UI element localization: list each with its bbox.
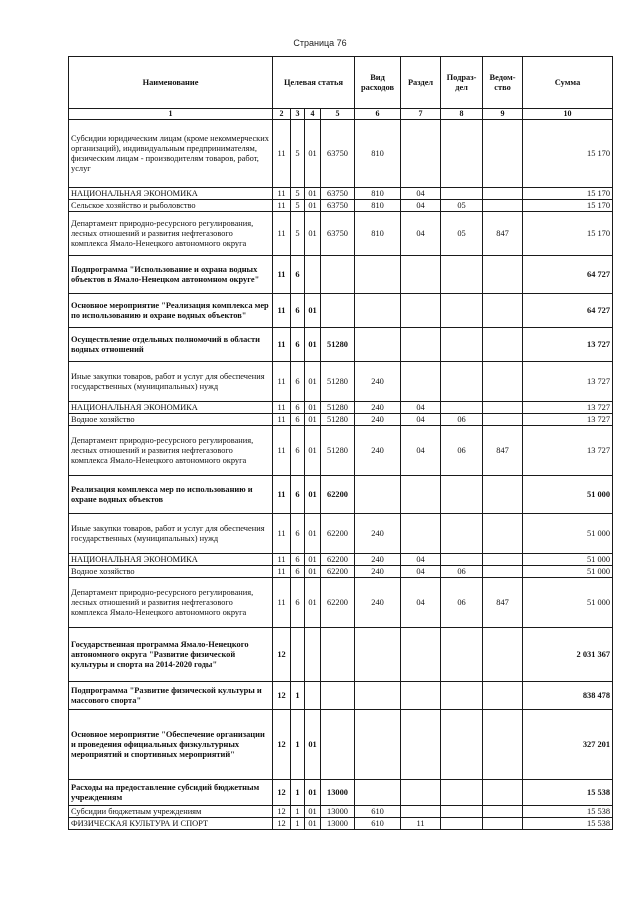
section: 04 bbox=[401, 212, 441, 256]
target-code-3 bbox=[305, 628, 321, 682]
row-name: Государственная программа Ямало-Ненецкого автономного округа "Развитие физической культуры и спорта на 2014-2020 годы" bbox=[69, 628, 273, 682]
expense-type bbox=[355, 780, 401, 806]
amount: 64 727 bbox=[523, 294, 613, 328]
amount: 13 727 bbox=[523, 402, 613, 414]
expense-type bbox=[355, 256, 401, 294]
row-name: Основное мероприятие "Обеспечение организации и проведения официальных физкультурных мероприятий и спортивных мероприятий" bbox=[69, 710, 273, 780]
target-code-1: 11 bbox=[273, 414, 291, 426]
amount: 15 170 bbox=[523, 120, 613, 188]
page-number: Страница 76 bbox=[293, 38, 347, 48]
target-code-2: 5 bbox=[291, 200, 305, 212]
row-name: Субсидии юридическим лицам (кроме некоммерческих организаций), индивидуальным предпринимателям, физическим лицам - производителям товаров, работ, услуг bbox=[69, 120, 273, 188]
section: 04 bbox=[401, 402, 441, 414]
budget-table bbox=[68, 56, 613, 830]
section bbox=[401, 294, 441, 328]
table-row bbox=[69, 566, 613, 578]
subsection bbox=[441, 328, 483, 362]
department bbox=[483, 628, 523, 682]
table-row bbox=[69, 294, 613, 328]
subsection bbox=[441, 402, 483, 414]
target-code-2 bbox=[291, 628, 305, 682]
column-number: 4 bbox=[305, 109, 321, 120]
target-code-4: 62200 bbox=[321, 554, 355, 566]
target-code-1: 11 bbox=[273, 256, 291, 294]
target-code-2: 1 bbox=[291, 682, 305, 710]
target-code-3: 01 bbox=[305, 212, 321, 256]
section bbox=[401, 806, 441, 818]
table-row bbox=[69, 188, 613, 200]
expense-type: 810 bbox=[355, 120, 401, 188]
department bbox=[483, 188, 523, 200]
target-code-4: 62200 bbox=[321, 476, 355, 514]
target-code-2: 6 bbox=[291, 402, 305, 414]
target-code-1: 12 bbox=[273, 818, 291, 830]
target-code-3: 01 bbox=[305, 414, 321, 426]
subsection bbox=[441, 780, 483, 806]
expense-type: 240 bbox=[355, 402, 401, 414]
target-code-1: 12 bbox=[273, 682, 291, 710]
table-body bbox=[69, 120, 613, 830]
row-name: Иные закупки товаров, работ и услуг для обеспечения государственных (муниципальных) нужд bbox=[69, 362, 273, 402]
section bbox=[401, 362, 441, 402]
target-code-2: 6 bbox=[291, 514, 305, 554]
target-code-1: 12 bbox=[273, 710, 291, 780]
amount: 51 000 bbox=[523, 566, 613, 578]
target-code-2: 6 bbox=[291, 426, 305, 476]
department bbox=[483, 200, 523, 212]
target-code-4: 62200 bbox=[321, 566, 355, 578]
target-code-1: 11 bbox=[273, 212, 291, 256]
target-code-4 bbox=[321, 710, 355, 780]
target-code-3: 01 bbox=[305, 188, 321, 200]
table-row bbox=[69, 362, 613, 402]
row-name: Основное мероприятие "Реализация комплекса мер по использованию и охране водных объектов" bbox=[69, 294, 273, 328]
target-code-2: 1 bbox=[291, 806, 305, 818]
table-header-row bbox=[69, 57, 613, 109]
row-name: Подпрограмма "Развитие физической культуры и массового спорта" bbox=[69, 682, 273, 710]
section: 04 bbox=[401, 200, 441, 212]
target-code-4: 13000 bbox=[321, 818, 355, 830]
subsection: 05 bbox=[441, 200, 483, 212]
subsection: 06 bbox=[441, 414, 483, 426]
target-code-4: 63750 bbox=[321, 200, 355, 212]
department bbox=[483, 710, 523, 780]
expense-type: 240 bbox=[355, 554, 401, 566]
target-code-2: 6 bbox=[291, 566, 305, 578]
table-row bbox=[69, 200, 613, 212]
target-code-4 bbox=[321, 256, 355, 294]
row-name: Водное хозяйство bbox=[69, 414, 273, 426]
subsection bbox=[441, 256, 483, 294]
header-sum: Сумма bbox=[523, 57, 613, 109]
department: 847 bbox=[483, 212, 523, 256]
subsection bbox=[441, 682, 483, 710]
table-row bbox=[69, 120, 613, 188]
target-code-3: 01 bbox=[305, 514, 321, 554]
department bbox=[483, 362, 523, 402]
expense-type bbox=[355, 294, 401, 328]
target-code-3: 01 bbox=[305, 362, 321, 402]
target-code-3: 01 bbox=[305, 294, 321, 328]
amount: 2 031 367 bbox=[523, 628, 613, 682]
table-row bbox=[69, 256, 613, 294]
amount: 51 000 bbox=[523, 554, 613, 566]
section bbox=[401, 628, 441, 682]
subsection bbox=[441, 806, 483, 818]
row-name: Осуществление отдельных полномочий в области водных отношений bbox=[69, 328, 273, 362]
department bbox=[483, 476, 523, 514]
target-code-2: 6 bbox=[291, 362, 305, 402]
target-code-3: 01 bbox=[305, 566, 321, 578]
column-number: 2 bbox=[273, 109, 291, 120]
table-row bbox=[69, 414, 613, 426]
section bbox=[401, 780, 441, 806]
target-code-2: 6 bbox=[291, 554, 305, 566]
subsection bbox=[441, 710, 483, 780]
target-code-4 bbox=[321, 628, 355, 682]
amount: 51 000 bbox=[523, 514, 613, 554]
expense-type bbox=[355, 476, 401, 514]
column-number: 8 bbox=[441, 109, 483, 120]
table-row bbox=[69, 212, 613, 256]
expense-type: 240 bbox=[355, 362, 401, 402]
column-number: 6 bbox=[355, 109, 401, 120]
amount: 13 727 bbox=[523, 328, 613, 362]
column-number-row bbox=[69, 109, 613, 120]
target-code-4: 51280 bbox=[321, 402, 355, 414]
expense-type: 240 bbox=[355, 566, 401, 578]
header-vid: Вид расходов bbox=[355, 57, 401, 109]
target-code-2: 6 bbox=[291, 578, 305, 628]
department bbox=[483, 818, 523, 830]
department bbox=[483, 566, 523, 578]
row-name: НАЦИОНАЛЬНАЯ ЭКОНОМИКА bbox=[69, 402, 273, 414]
row-name: Реализация комплекса мер по использованию и охране водных объектов bbox=[69, 476, 273, 514]
target-code-1: 11 bbox=[273, 514, 291, 554]
row-name: Иные закупки товаров, работ и услуг для обеспечения государственных (муниципальных) нужд bbox=[69, 514, 273, 554]
amount: 838 478 bbox=[523, 682, 613, 710]
amount: 15 170 bbox=[523, 212, 613, 256]
amount: 15 170 bbox=[523, 188, 613, 200]
table-row bbox=[69, 806, 613, 818]
expense-type: 240 bbox=[355, 578, 401, 628]
table-row bbox=[69, 554, 613, 566]
amount: 64 727 bbox=[523, 256, 613, 294]
target-code-3 bbox=[305, 256, 321, 294]
target-code-1: 11 bbox=[273, 566, 291, 578]
target-code-4: 51280 bbox=[321, 362, 355, 402]
target-code-4: 63750 bbox=[321, 120, 355, 188]
expense-type: 810 bbox=[355, 212, 401, 256]
target-code-2: 6 bbox=[291, 414, 305, 426]
section: 04 bbox=[401, 426, 441, 476]
amount: 13 727 bbox=[523, 426, 613, 476]
department bbox=[483, 514, 523, 554]
section: 04 bbox=[401, 554, 441, 566]
target-code-3: 01 bbox=[305, 120, 321, 188]
column-number: 3 bbox=[291, 109, 305, 120]
table-row bbox=[69, 682, 613, 710]
target-code-2: 1 bbox=[291, 710, 305, 780]
target-code-2: 6 bbox=[291, 328, 305, 362]
target-code-1: 11 bbox=[273, 476, 291, 514]
expense-type bbox=[355, 628, 401, 682]
section: 11 bbox=[401, 818, 441, 830]
table-row bbox=[69, 476, 613, 514]
target-code-3: 01 bbox=[305, 780, 321, 806]
row-name: Расходы на предоставление субсидий бюджетным учреждениям bbox=[69, 780, 273, 806]
target-code-2: 5 bbox=[291, 188, 305, 200]
target-code-3: 01 bbox=[305, 578, 321, 628]
subsection bbox=[441, 554, 483, 566]
department bbox=[483, 554, 523, 566]
row-name: Субсидии бюджетным учреждениям bbox=[69, 806, 273, 818]
subsection: 05 bbox=[441, 212, 483, 256]
target-code-4: 51280 bbox=[321, 414, 355, 426]
header-name: Наименование bbox=[69, 57, 273, 109]
table-row bbox=[69, 514, 613, 554]
target-code-1: 12 bbox=[273, 780, 291, 806]
expense-type bbox=[355, 328, 401, 362]
expense-type: 810 bbox=[355, 188, 401, 200]
target-code-1: 11 bbox=[273, 200, 291, 212]
expense-type bbox=[355, 710, 401, 780]
target-code-3: 01 bbox=[305, 402, 321, 414]
row-name: Подпрограмма "Использование и охрана водных объектов в Ямало-Ненецком автономном округе" bbox=[69, 256, 273, 294]
target-code-1: 11 bbox=[273, 426, 291, 476]
subsection bbox=[441, 818, 483, 830]
target-code-1: 11 bbox=[273, 554, 291, 566]
column-number: 5 bbox=[321, 109, 355, 120]
column-number: 10 bbox=[523, 109, 613, 120]
table-row bbox=[69, 710, 613, 780]
target-code-1: 11 bbox=[273, 578, 291, 628]
target-code-1: 11 bbox=[273, 362, 291, 402]
section: 04 bbox=[401, 578, 441, 628]
department bbox=[483, 328, 523, 362]
amount: 327 201 bbox=[523, 710, 613, 780]
subsection bbox=[441, 362, 483, 402]
target-code-4: 51280 bbox=[321, 426, 355, 476]
expense-type: 240 bbox=[355, 414, 401, 426]
section bbox=[401, 256, 441, 294]
subsection bbox=[441, 476, 483, 514]
target-code-4: 63750 bbox=[321, 188, 355, 200]
target-code-3: 01 bbox=[305, 554, 321, 566]
row-name: НАЦИОНАЛЬНАЯ ЭКОНОМИКА bbox=[69, 554, 273, 566]
target-code-3: 01 bbox=[305, 710, 321, 780]
section bbox=[401, 682, 441, 710]
target-code-1: 11 bbox=[273, 402, 291, 414]
expense-type: 610 bbox=[355, 818, 401, 830]
row-name: НАЦИОНАЛЬНАЯ ЭКОНОМИКА bbox=[69, 188, 273, 200]
header-vedomstvo: Ведом-ство bbox=[483, 57, 523, 109]
target-code-4 bbox=[321, 682, 355, 710]
target-code-4 bbox=[321, 294, 355, 328]
section bbox=[401, 328, 441, 362]
section bbox=[401, 710, 441, 780]
department bbox=[483, 256, 523, 294]
table-row bbox=[69, 426, 613, 476]
row-name: Сельское хозяйство и рыболовство bbox=[69, 200, 273, 212]
target-code-3: 01 bbox=[305, 200, 321, 212]
amount: 15 170 bbox=[523, 200, 613, 212]
department bbox=[483, 294, 523, 328]
target-code-4: 62200 bbox=[321, 514, 355, 554]
department bbox=[483, 682, 523, 710]
amount: 51 000 bbox=[523, 476, 613, 514]
amount: 15 538 bbox=[523, 806, 613, 818]
target-code-3: 01 bbox=[305, 806, 321, 818]
amount: 13 727 bbox=[523, 414, 613, 426]
subsection bbox=[441, 188, 483, 200]
amount: 15 538 bbox=[523, 780, 613, 806]
row-name: Департамент природно-ресурсного регулирования, лесных отношений и развития нефтегазового комплекса Ямало-Ненецкого автономного округа bbox=[69, 426, 273, 476]
subsection: 06 bbox=[441, 566, 483, 578]
table-row bbox=[69, 328, 613, 362]
row-name: Департамент природно-ресурсного регулирования, лесных отношений и развития нефтегазового комплекса Ямало-Ненецкого автономного округа bbox=[69, 212, 273, 256]
target-code-2: 6 bbox=[291, 476, 305, 514]
subsection bbox=[441, 514, 483, 554]
target-code-2: 5 bbox=[291, 120, 305, 188]
department bbox=[483, 120, 523, 188]
department bbox=[483, 402, 523, 414]
column-number: 7 bbox=[401, 109, 441, 120]
table-row bbox=[69, 402, 613, 414]
expense-type: 810 bbox=[355, 200, 401, 212]
target-code-3: 01 bbox=[305, 328, 321, 362]
department bbox=[483, 414, 523, 426]
table-row bbox=[69, 628, 613, 682]
subsection bbox=[441, 628, 483, 682]
row-name: Департамент природно-ресурсного регулирования, лесных отношений и развития нефтегазового комплекса Ямало-Ненецкого автономного округа bbox=[69, 578, 273, 628]
target-code-4: 13000 bbox=[321, 780, 355, 806]
subsection: 06 bbox=[441, 578, 483, 628]
target-code-1: 11 bbox=[273, 328, 291, 362]
target-code-3 bbox=[305, 682, 321, 710]
expense-type: 610 bbox=[355, 806, 401, 818]
target-code-4: 51280 bbox=[321, 328, 355, 362]
target-code-1: 11 bbox=[273, 120, 291, 188]
section bbox=[401, 476, 441, 514]
department bbox=[483, 806, 523, 818]
target-code-4: 63750 bbox=[321, 212, 355, 256]
table-row bbox=[69, 578, 613, 628]
row-name: Водное хозяйство bbox=[69, 566, 273, 578]
column-number: 1 bbox=[69, 109, 273, 120]
target-code-1: 11 bbox=[273, 294, 291, 328]
target-code-2: 6 bbox=[291, 256, 305, 294]
target-code-2: 5 bbox=[291, 212, 305, 256]
target-code-1: 12 bbox=[273, 806, 291, 818]
subsection bbox=[441, 120, 483, 188]
section bbox=[401, 120, 441, 188]
amount: 15 538 bbox=[523, 818, 613, 830]
department bbox=[483, 780, 523, 806]
target-code-2: 6 bbox=[291, 294, 305, 328]
table-row bbox=[69, 780, 613, 806]
target-code-3: 01 bbox=[305, 818, 321, 830]
header-target: Целевая статья bbox=[273, 57, 355, 109]
section: 04 bbox=[401, 566, 441, 578]
target-code-1: 11 bbox=[273, 188, 291, 200]
expense-type bbox=[355, 682, 401, 710]
target-code-2: 1 bbox=[291, 818, 305, 830]
target-code-4: 62200 bbox=[321, 578, 355, 628]
target-code-1: 12 bbox=[273, 628, 291, 682]
amount: 51 000 bbox=[523, 578, 613, 628]
section bbox=[401, 514, 441, 554]
amount: 13 727 bbox=[523, 362, 613, 402]
target-code-2: 1 bbox=[291, 780, 305, 806]
table-row bbox=[69, 818, 613, 830]
column-number: 9 bbox=[483, 109, 523, 120]
row-name: ФИЗИЧЕСКАЯ КУЛЬТУРА И СПОРТ bbox=[69, 818, 273, 830]
department: 847 bbox=[483, 426, 523, 476]
expense-type: 240 bbox=[355, 426, 401, 476]
expense-type: 240 bbox=[355, 514, 401, 554]
department: 847 bbox=[483, 578, 523, 628]
target-code-3: 01 bbox=[305, 476, 321, 514]
header-razdel: Раздел bbox=[401, 57, 441, 109]
subsection: 06 bbox=[441, 426, 483, 476]
section: 04 bbox=[401, 414, 441, 426]
target-code-4: 13000 bbox=[321, 806, 355, 818]
section: 04 bbox=[401, 188, 441, 200]
header-podrazdel: Подраз-дел bbox=[441, 57, 483, 109]
subsection bbox=[441, 294, 483, 328]
target-code-3: 01 bbox=[305, 426, 321, 476]
